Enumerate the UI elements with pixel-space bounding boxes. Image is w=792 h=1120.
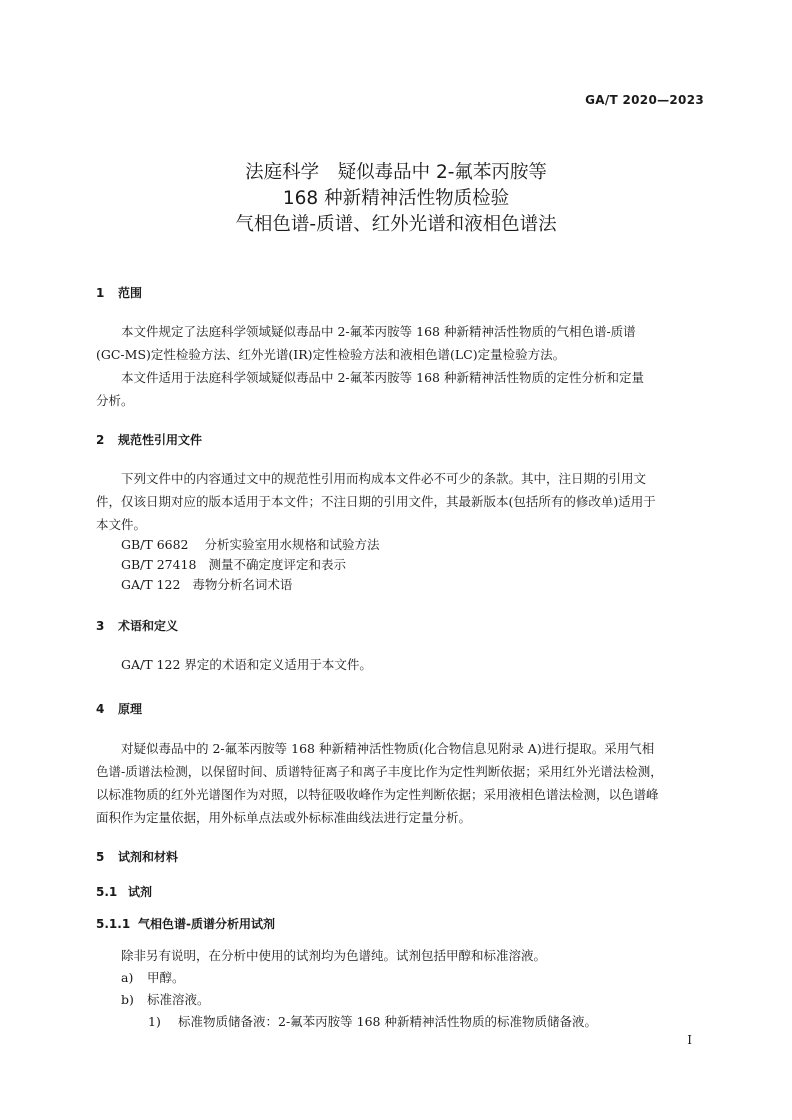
paragraph-line: 以标准物质的红外光谱图作为对照，以特征吸收峰作为定性判断依据；采用液相色谱法检测，以色谱峰 <box>96 787 659 802</box>
subsection-5-1-heading <box>96 883 152 900</box>
reference-name: 测量不确定度评定和表示 <box>208 557 346 572</box>
section-4-heading <box>96 700 142 717</box>
paragraph-line: 色谱-质谱法检测，以保留时间、质谱特征离子和离子丰度比作为定性判断依据；采用红外光谱法检测， <box>96 764 663 779</box>
list-text: 标准溶液。 <box>147 992 210 1007</box>
section-3-heading <box>96 617 178 634</box>
paragraph-line: 本文件规定了法庭科学领域疑似毒品中 2-氟苯丙胺等 168 种新精神活性物质的气相色谱-质谱 <box>121 324 636 339</box>
list-item <box>121 966 185 989</box>
list-label: 1) <box>148 1014 161 1029</box>
section-number: 5 <box>96 850 105 864</box>
section-2-heading <box>96 431 202 448</box>
title-line-1: 法庭科学 疑似毒品中 2-氟苯丙胺等 <box>245 162 547 183</box>
list-text: 甲醇。 <box>147 970 185 985</box>
reference-code: GB/T 6682 <box>121 537 189 552</box>
section-title: 术语和定义 <box>118 619 179 633</box>
paragraph-line: 本文件。 <box>96 517 147 532</box>
section-title: 气相色谱-质谱分析用试剂 <box>138 917 275 931</box>
section-title: 试剂 <box>128 885 153 899</box>
paragraph-line: GA/T 122 界定的术语和定义适用于本文件。 <box>121 657 372 672</box>
paragraph-line: 对疑似毒品中的 2-氟苯丙胺等 168 种新精神活性物质(化合物信息见附录 A)进行提取。采用气相 <box>121 741 655 756</box>
section-title: 规范性引用文件 <box>118 433 203 447</box>
paragraph-line: (GC-MS)定性检验方法、红外光谱(IR)定性检验方法和液相色谱(LC)定量检验方法。 <box>96 347 566 362</box>
section-number: 5.1 <box>96 885 118 899</box>
page-number: I <box>687 1033 692 1047</box>
section-1-heading <box>96 284 142 301</box>
standard-number: GA/T 2020—2023 <box>585 93 704 107</box>
list-label: a) <box>121 970 134 985</box>
title-line-2: 168 种新精神活性物质检验 <box>282 188 510 209</box>
reference-name: 分析实验室用水规格和试验方法 <box>204 537 380 552</box>
paragraph-line: 件，仅该日期对应的版本适用于本文件；不注日期的引用文件，其最新版本(包括所有的修改单)适用于 <box>96 494 656 509</box>
reference-code: GB/T 27418 <box>121 557 197 572</box>
section-number: 4 <box>96 702 105 716</box>
paragraph-line: 下列文件中的内容通过文中的规范性引用而构成本文件必不可少的条款。其中，注日期的引用文 <box>121 471 647 486</box>
list-text: 标准物质储备液：2-氟苯丙胺等 168 种新精神活性物质的标准物质储备液。 <box>178 1014 597 1029</box>
paragraph-line: 本文件适用于法庭科学领域疑似毒品中 2-氟苯丙胺等 168 种新精神活性物质的定性分析和定量 <box>121 370 644 385</box>
paragraph-line: 面积作为定量依据，用外标单点法或外标标准曲线法进行定量分析。 <box>96 810 472 825</box>
section-number: 1 <box>96 286 105 300</box>
list-item <box>121 988 210 1011</box>
section-title: 范围 <box>118 286 143 300</box>
section-number: 3 <box>96 619 105 633</box>
section-title: 原理 <box>118 702 143 716</box>
section-number: 5.1.1 <box>96 917 131 931</box>
subsection-5-1-1-heading <box>96 915 275 932</box>
section-5-heading <box>96 848 178 865</box>
list-label: b) <box>121 992 134 1007</box>
reference-item <box>121 573 292 596</box>
reference-code: GA/T 122 <box>121 577 181 592</box>
section-number: 2 <box>96 433 105 447</box>
document-title <box>0 160 792 238</box>
reference-name: 毒物分析名词术语 <box>192 577 293 592</box>
paragraph-line: 分析。 <box>96 393 134 408</box>
paragraph-line: 除非另有说明，在分析中使用的试剂均为色谱纯。试剂包括甲醇和标准溶液。 <box>121 948 547 963</box>
list-item <box>148 1010 597 1033</box>
title-line-3: 气相色谱-质谱、红外光谱和液相色谱法 <box>235 214 557 235</box>
section-title: 试剂和材料 <box>118 850 179 864</box>
